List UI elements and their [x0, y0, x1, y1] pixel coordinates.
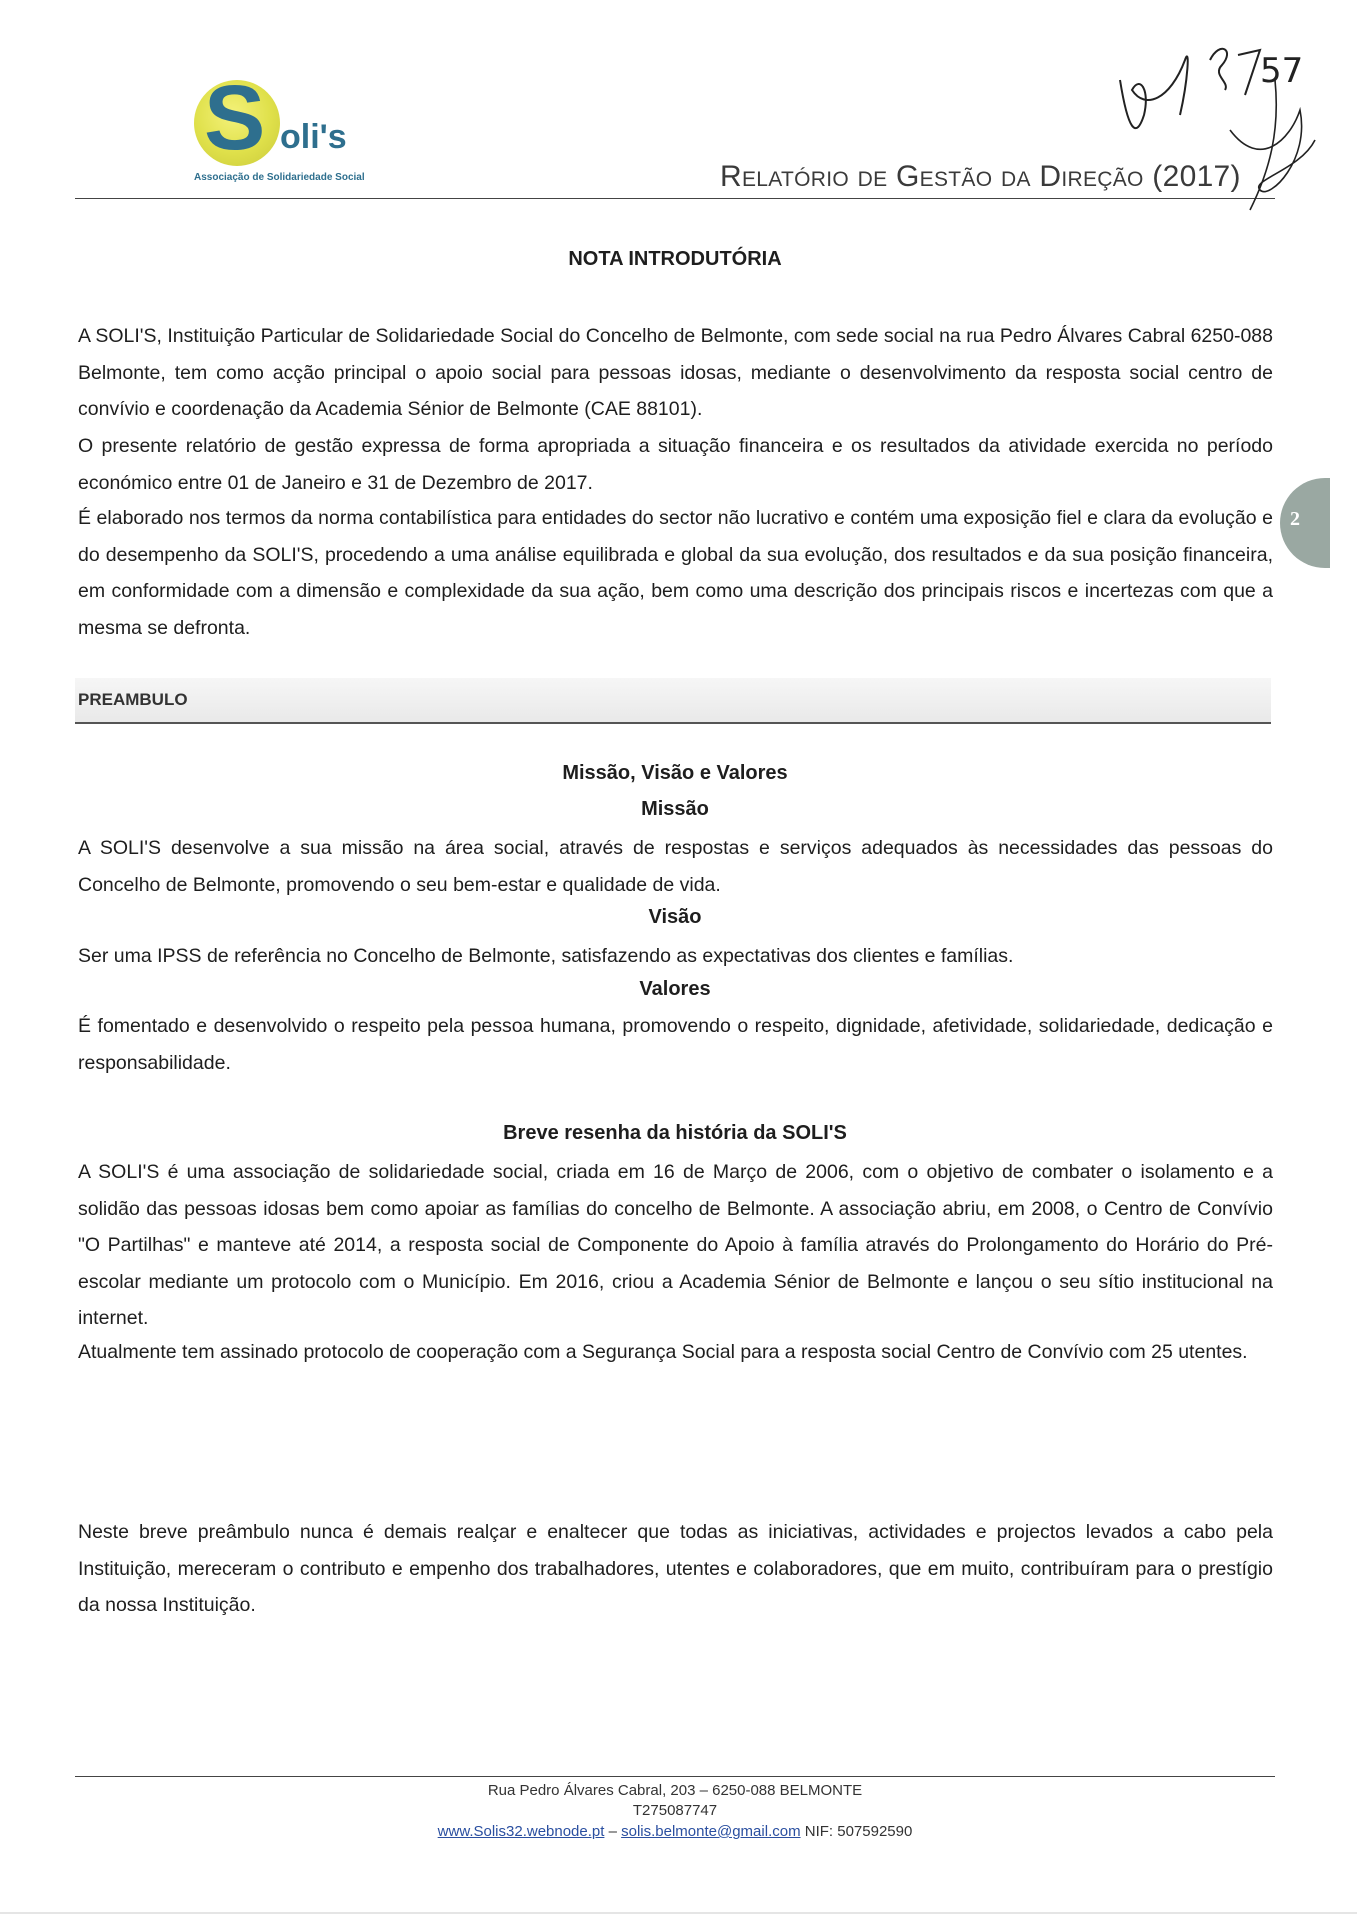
- historia-paragraph-2: Atualmente tem assinado protocolo de cooperação com a Segurança Social para a resposta social Centro de Convívio com 25 utentes.: [78, 1341, 1248, 1363]
- handwritten-signature: [1110, 20, 1330, 220]
- section-label: PREAMBULO: [78, 690, 188, 709]
- annotation-number: 57: [1260, 51, 1304, 91]
- footer-contacts: [75, 1823, 1275, 1840]
- logo-mark: S: [204, 67, 266, 169]
- page-number: 2: [1290, 508, 1300, 530]
- mvv-heading: Missão, Visão e Valores: [562, 762, 788, 784]
- footer-divider: [75, 1776, 1275, 1777]
- historia-heading: Breve resenha da história da SOLI'S: [503, 1122, 847, 1144]
- valores-text: É fomentado e desenvolvido o respeito pela pessoa humana, promovendo o respeito, dignidade, afetividade, solidariedade, dedicação e responsabilidade.: [78, 1015, 1273, 1074]
- footer-phone: T275087747: [632, 1802, 718, 1819]
- intro-paragraph-3: É elaborado nos termos da norma contabilística para entidades do sector não lucrativo e contém uma exposição fiel e clara da evolução e do desempenho da SOLI'S, procedendo a uma análise equilibrada e global da sua evolução, dos resultados e da sua posição financeira, em conformidade com a dimensão e complexidade da sua ação, bem como uma descrição dos principais riscos e incertezas com que a mesma se defronta.: [78, 507, 1273, 639]
- contact-separator: –: [604, 1823, 622, 1840]
- logo-subtitle: Associação de Solidariedade Social: [194, 172, 365, 183]
- visao-heading: Visão: [648, 906, 702, 928]
- website-link[interactable]: www.Solis32.webnode.pt: [437, 1823, 605, 1840]
- footer-address: Rua Pedro Álvares Cabral, 203 – 6250-088 BELMONTE: [487, 1782, 863, 1799]
- intro-paragraph-2: O presente relatório de gestão expressa de forma apropriada a situação financeira e os resultados da atividade exercida no período económico entre 01 de Janeiro e 31 de Dezembro de 2017.: [78, 435, 1273, 494]
- header-divider: [75, 198, 1275, 199]
- scan-edge: [0, 1912, 1357, 1914]
- closing-paragraph: Neste breve preâmbulo nunca é demais realçar e enaltecer que todas as iniciativas, actividades e projectos levados a cabo pela Instituição, mereceram o contributo e empenho dos trabalhadores, utentes e colaboradores, que em muito, contribuíram para o prestígio da nossa Instituição.: [78, 1521, 1273, 1616]
- historia-paragraph-1: A SOLI'S é uma associação de solidariedade social, criada em 16 de Março de 2006, com o objetivo de combater o isolamento e a solidão das pessoas idosas bem como apoiar as famílias do concelho de Belmonte. A associação abriu, em 2008, o Centro de Convívio "O Partilhas" e manteve até 2014, a resposta social de Componente do Apoio à família através do Prolongamento do Horário do Pré-escolar mediante um protocolo com o Município. Em 2016, criou a Academia Sénior de Belmonte e lançou o seu sítio institucional na internet.: [78, 1161, 1273, 1329]
- intro-paragraph-1: A SOLI'S, Instituição Particular de Solidariedade Social do Concelho de Belmonte, com sede social na rua Pedro Álvares Cabral 6250-088 Belmonte, tem como acção principal o apoio social para pessoas idosas, mediante o desenvolvimento da resposta social centro de convívio e coordenação da Academia Sénior de Belmonte (CAE 88101).: [78, 325, 1273, 420]
- missao-text: A SOLI'S desenvolve a sua missão na área social, através de respostas e serviços adequados às necessidades das pessoas do Concelho de Belmonte, promovendo o seu bem-estar e qualidade de vida.: [78, 837, 1273, 896]
- valores-heading: Valores: [639, 978, 711, 1000]
- document-title: Relatório de Gestão da Direção (2017): [720, 160, 1241, 193]
- missao-heading: Missão: [641, 798, 709, 820]
- organization-logo: [192, 67, 412, 188]
- logo-text: oli's: [280, 118, 347, 156]
- email-link[interactable]: solis.belmonte@gmail.com: [621, 1823, 801, 1840]
- section-header-preambulo: [75, 678, 1271, 724]
- page-number-tab: [1280, 478, 1330, 568]
- visao-text: Ser uma IPSS de referência no Concelho de Belmonte, satisfazendo as expectativas dos clientes e famílias.: [78, 945, 1014, 967]
- nif-text: NIF: 507592590: [800, 1823, 913, 1840]
- intro-heading: NOTA INTRODUTÓRIA: [568, 248, 782, 270]
